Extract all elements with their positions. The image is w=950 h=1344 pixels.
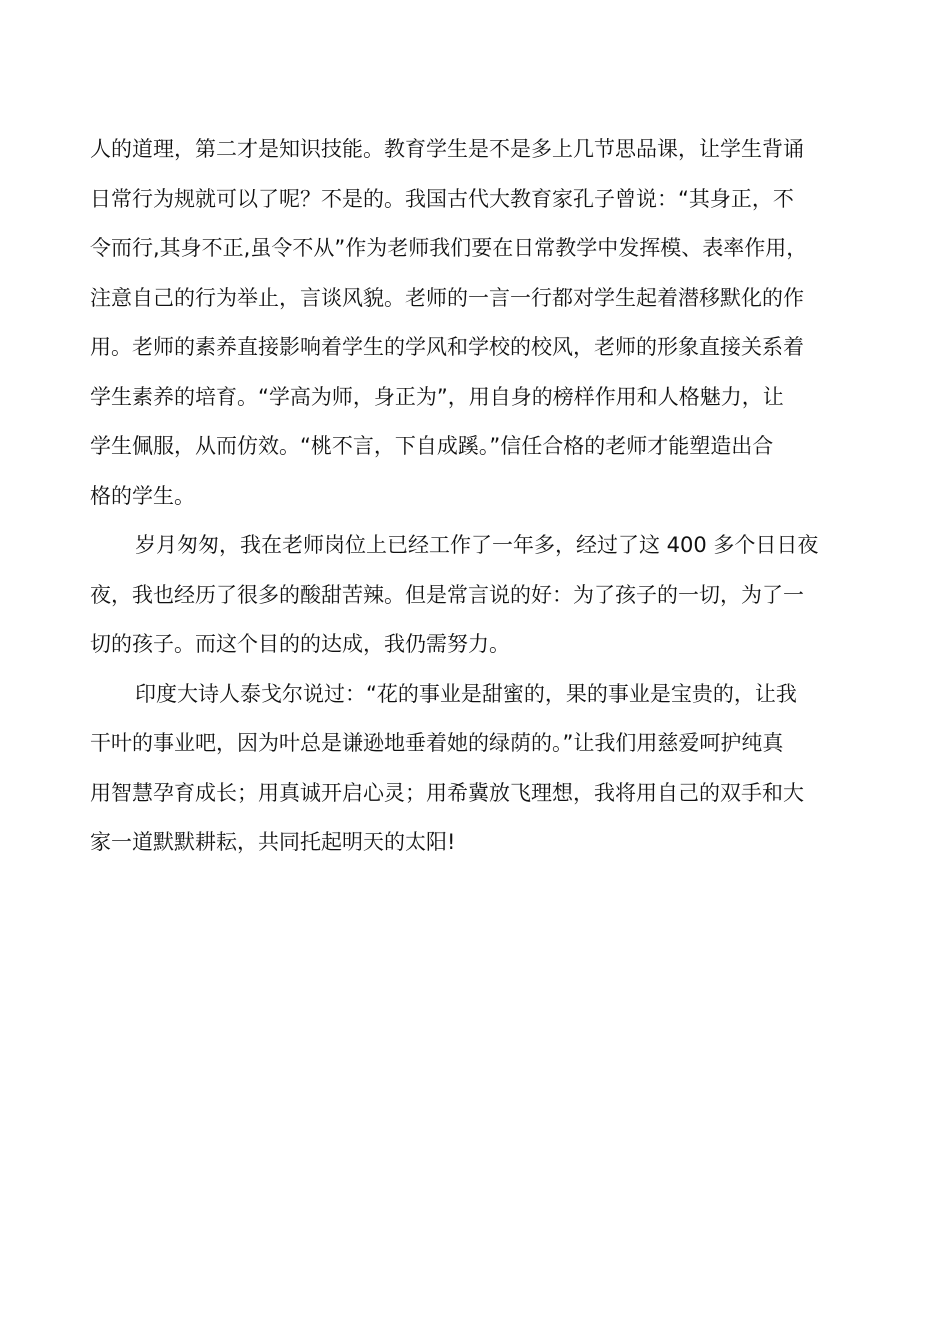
body-text <box>90 125 870 868</box>
text-line: 夜，我也经历了很多的酸甜苦辣。但是常言说的好：为了孩子的一切，为了一 <box>90 582 804 607</box>
text-line: 家一道默默耕耘，共同托起明天的太阳! <box>90 830 456 854</box>
text-line: 人的道理，第二才是知识技能。教育学生是不是多上几节思品课，让学生背诵 <box>90 137 804 161</box>
text-line: 学生素养的培育。“学高为师，身正为”，用自身的榜样作用和人格魅力，让 <box>90 384 784 409</box>
paragraph-start-line: 岁月匆匆，我在老师岗位上已经工作了一年多，经过了这 400 多个日日夜 <box>135 533 819 557</box>
text-line: 用智慧孕育成长；用真诚开启心灵；用希冀放飞理想，我将用自己的双手和大 <box>90 780 804 805</box>
text-line: 令而行,其身不正,虽令不从”作为老师我们要在日常教学中发挥模、表率作用， <box>90 236 808 260</box>
paragraph-start-line: 印度大诗人泰戈尔说过：“花的事业是甜蜜的，果的事业是宝贵的，让我 <box>135 681 797 706</box>
text-line: 切的孩子。而这个目的的达成，我仍需努力。 <box>90 632 510 656</box>
text-line: 学生佩服，从而仿效。“桃不言，下自成蹊。”信任合格的老师才能塑造出合 <box>90 434 774 458</box>
text-line: 日常行为规就可以了呢？不是的。我国古代大教育家孔子曾说：“其身正，不 <box>90 186 794 211</box>
text-line: 干叶的事业吧，因为叶总是谦逊地垂着她的绿荫的。”让我们用慈爱呵护纯真 <box>90 731 784 755</box>
text-line: 注意自己的行为举止，言谈风貌。老师的一言一行都对学生起着潜移默化的作 <box>90 285 804 310</box>
text-line: 用。老师的素养直接影响着学生的学风和学校的校风，老师的形象直接关系着 <box>90 335 804 359</box>
text-line: 格的学生。 <box>90 483 195 508</box>
